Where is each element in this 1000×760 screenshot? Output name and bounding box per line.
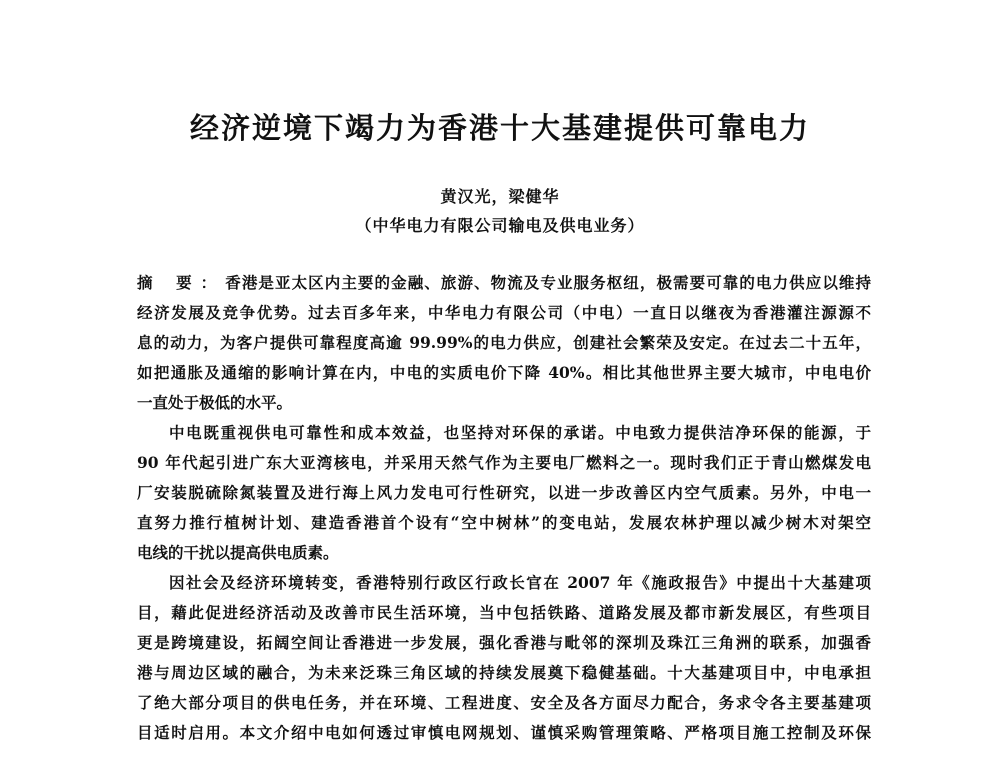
abstract-line-4: 如把通胀及通缩的影响计算在内，中电的实质电价下降 40%。相比其他世界主要大城市，中电电价 xyxy=(137,363,871,382)
paper-authors: 黄汉光，梁健华 xyxy=(440,187,560,206)
paragraph-3-line-1: 因社会及经济环境转变，香港特别行政区行政长官在 2007 年《施政报告》中提出十大基建项 xyxy=(169,573,871,592)
paragraph-2-line-1: 中电既重视供电可靠性和成本效益，也坚持对环保的承诺。中电致力提供洁净环保的能源，于 xyxy=(169,423,871,442)
paragraph-2-line-4: 直努力推行植树计划、建造香港首个设有“空中树林”的变电站，发展农林护理以减少树木对架空 xyxy=(137,513,871,532)
abstract-line-2: 经济发展及竞争优势。过去百多年来，中华电力有限公司（中电）一直日以继夜为香港灌注源源不 xyxy=(137,303,871,322)
paragraph-3-line-2: 目，藉此促进经济活动及改善市民生活环境，当中包括铁路、道路发展及都市新发展区，有些项目 xyxy=(137,603,871,622)
paragraph-2-line-2: 90 年代起引进广东大亚湾核电，并采用天然气作为主要电厂燃料之一。现时我们正于青山燃煤发电 xyxy=(137,453,871,472)
abstract-body xyxy=(137,268,871,748)
paragraph-2-line-5: 电线的干扰以提高供电质素。 xyxy=(137,543,339,562)
abstract-line-3: 息的动力，为客户提供可靠程度高逾 99.99%的电力供应，创建社会繁荣及安定。在过去二十五年， xyxy=(137,333,871,352)
paragraph-3-line-3: 更是跨境建设，拓阔空间让香港进一步发展，强化香港与毗邻的深圳及珠江三角洲的联系，加强香 xyxy=(137,633,871,652)
abstract-line-1-text: 香港是亚太区内主要的金融、旅游、物流及专业服务枢纽，极需要可靠的电力供应以维持 xyxy=(225,273,871,292)
abstract-line-5: 一直处于极低的水平。 xyxy=(137,393,293,412)
paragraph-2-line-3: 厂安装脱硫除氮装置及进行海上风力发电可行性研究，以进一步改善区内空气质素。另外，中电一 xyxy=(137,483,871,502)
paper-affiliation: （中华电力有限公司输电及供电业务） xyxy=(355,216,645,235)
paragraph-3-line-6: 目适时启用。本文介绍中电如何透过审慎电网规划、谨慎采购管理策略、严格项目施工控制及环保 xyxy=(137,723,871,742)
abstract-line-1 xyxy=(137,268,871,298)
abstract-label: 摘 要： xyxy=(137,273,226,292)
paragraph-3-line-4: 港与周边区域的融合，为未来泛珠三角区域的持续发展奠下稳健基础。十大基建项目中，中电承担 xyxy=(137,663,871,682)
paragraph-3-line-5: 了绝大部分项目的供电任务，并在环境、工程进度、安全及各方面尽力配合，务求令各主要基建项 xyxy=(137,693,871,712)
paper-title: 经济逆境下竭力为香港十大基建提供可靠电力 xyxy=(189,111,810,145)
